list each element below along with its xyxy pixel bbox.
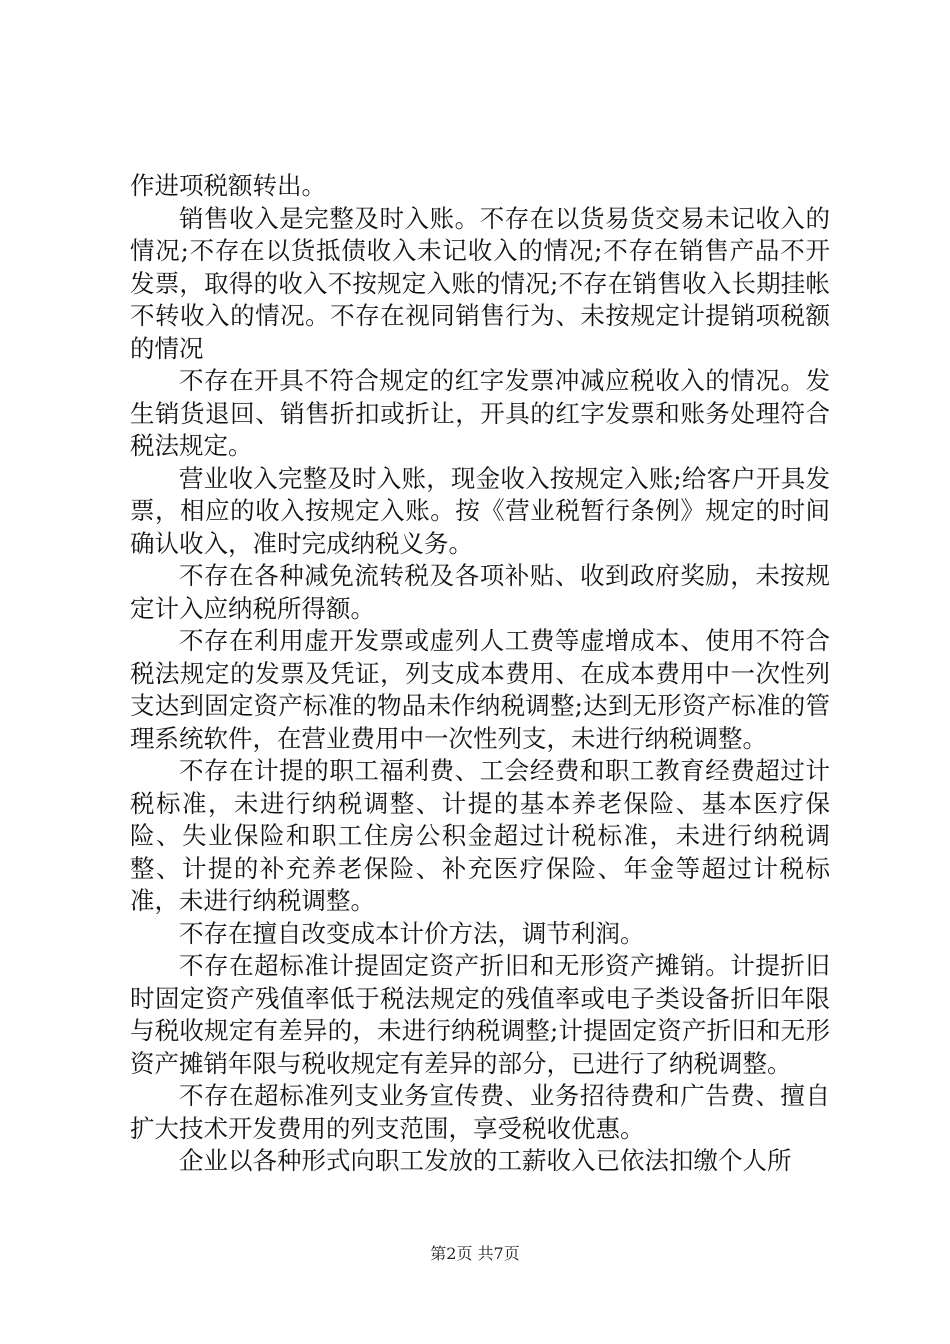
page-footer: 第2页 共7页 [430, 1244, 520, 1263]
paragraph-2: 销售收入是完整及时入账。不存在以货易货交易未记收入的情况;不存在以货抵债收入未记收入的情况;不存在销售产品不开发票，取得的收入不按规定入账的情况;不存在销售收入长期挂帐不转收入的情况。不存在视同销售行为、未按规定计提销项税额的情况 [130, 203, 830, 363]
paragraph-1: 作进项税额转出。 [130, 171, 326, 200]
paragraph-9: 不存在超标准计提固定资产折旧和无形资产摊销。计提折旧时固定资产残值率低于税法规定的残值率或电子类设备折旧年限与税收规定有差异的，未进行纳税调整;计提固定资产折旧和无形资产摊销年限与税收规定有差异的部分，已进行了纳税调整。 [130, 951, 830, 1078]
paragraph-7: 不存在计提的职工福利费、工会经费和职工教育经费超过计税标准，未进行纳税调整、计提的基本养老保险、基本医疗保险、失业保险和职工住房公积金超过计税标准，未进行纳税调整、计提的补充养老保险、补充医疗保险、年金等超过计税标准，未进行纳税调整。 [130, 756, 830, 915]
paragraph-6: 不存在利用虚开发票或虚列人工费等虚增成本、使用不符合税法规定的发票及凭证，列支成本费用、在成本费用中一次性列支达到固定资产标准的物品未作纳税调整;达到无形资产标准的管理系统软件，在营业费用中一次性列支，未进行纳税调整。 [130, 626, 830, 753]
paragraph-3: 不存在开具不符合规定的红字发票冲减应税收入的情况。发生销货退回、销售折扣或折让，开具的红字发票和账务处理符合税法规定。 [130, 366, 830, 460]
paragraph-5: 不存在各种减免流转税及各项补贴、收到政府奖励，未按规定计入应纳税所得额。 [130, 561, 830, 623]
paragraph-4: 营业收入完整及时入账，现金收入按规定入账;给客户开具发票，相应的收入按规定入账。按《营业税暂行条例》规定的时间确认收入，准时完成纳税义务。 [130, 463, 830, 558]
paragraph-8: 不存在擅自改变成本计价方法，调节利润。 [179, 918, 645, 948]
paragraph-11: 企业以各种形式向职工发放的工薪收入已依法扣缴个人所 [179, 1146, 792, 1175]
paragraph-10: 不存在超标准列支业务宣传费、业务招待费和广告费、擅自扩大技术开发费用的列支范围，享受税收优惠。 [130, 1081, 830, 1143]
document-body [130, 170, 830, 1178]
